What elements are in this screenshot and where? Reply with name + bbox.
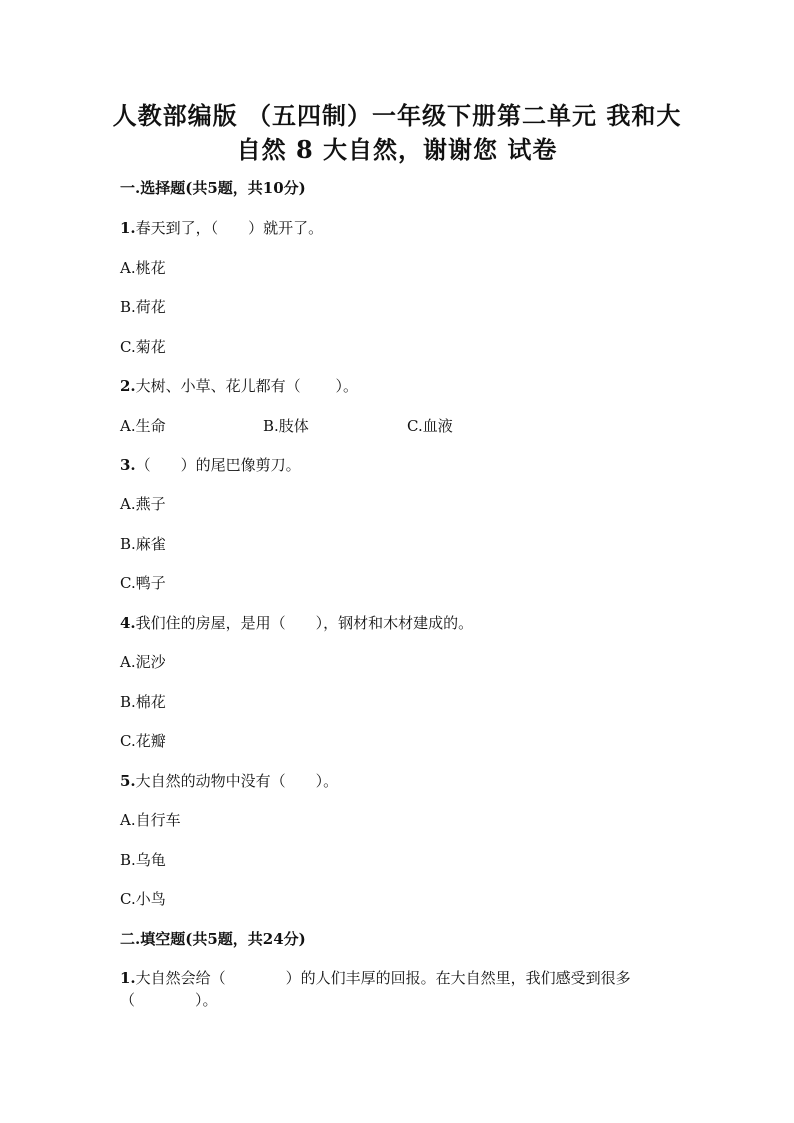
option-3a: A.燕子: [120, 495, 166, 513]
question-3: [120, 454, 301, 475]
option-2b: B.肢体: [263, 417, 309, 435]
option-2a: A.生命: [120, 417, 166, 435]
option-3b: B.麻雀: [120, 535, 166, 553]
fill-question-1-line-1: [120, 967, 631, 988]
option-4c: C.花瓣: [120, 732, 166, 750]
option-3c: C.鸭子: [120, 574, 166, 592]
option-5b: B.乌龟: [120, 851, 166, 869]
exam-title-line-2: 自然 8 大自然，谢谢您 试卷: [236, 135, 558, 164]
question-text: 大自然的动物中没有（ ）。: [135, 772, 339, 790]
question-text: 大树、小草、花儿都有（ ）。: [135, 377, 358, 395]
question-text: 春天到了，（ ）就开了。: [135, 219, 324, 237]
exam-title-line-1: 人教部编版 （五四制）一年级下册第二单元 我和大: [112, 101, 682, 130]
section-heading-fill-blank: 二.填空题(共5题，共24分): [120, 930, 306, 948]
option-1a: A.桃花: [120, 259, 166, 277]
question-number: 5.: [120, 772, 136, 790]
question-5: [120, 770, 338, 791]
question-number: 2.: [120, 377, 136, 395]
option-5c: C.小鸟: [120, 890, 166, 908]
question-text: 我们住的房屋，是用（ ），钢材和木材建成的。: [135, 614, 474, 632]
question-text: （ ）的尾巴像剪刀。: [135, 456, 301, 474]
option-4b: B.棉花: [120, 693, 166, 711]
question-2: [120, 375, 358, 396]
option-4a: A.泥沙: [120, 653, 166, 671]
question-number: 3.: [120, 456, 136, 474]
option-1b: B.荷花: [120, 298, 166, 316]
question-1: [120, 217, 323, 238]
question-text: 大自然会给（ ）的人们丰厚的回报。在大自然里，我们感受到很多: [135, 969, 631, 987]
fill-question-1-line-2: （ ）。: [120, 991, 218, 1009]
section-heading-choice: 一.选择题(共5题，共10分): [120, 179, 306, 197]
option-1c: C.菊花: [120, 338, 166, 356]
question-number: 4.: [120, 614, 136, 632]
question-number: 1.: [120, 219, 136, 237]
option-2c: C.血液: [407, 417, 453, 435]
question-number: 1.: [120, 969, 136, 987]
option-5a: A.自行车: [120, 811, 181, 829]
question-4: [120, 612, 473, 633]
